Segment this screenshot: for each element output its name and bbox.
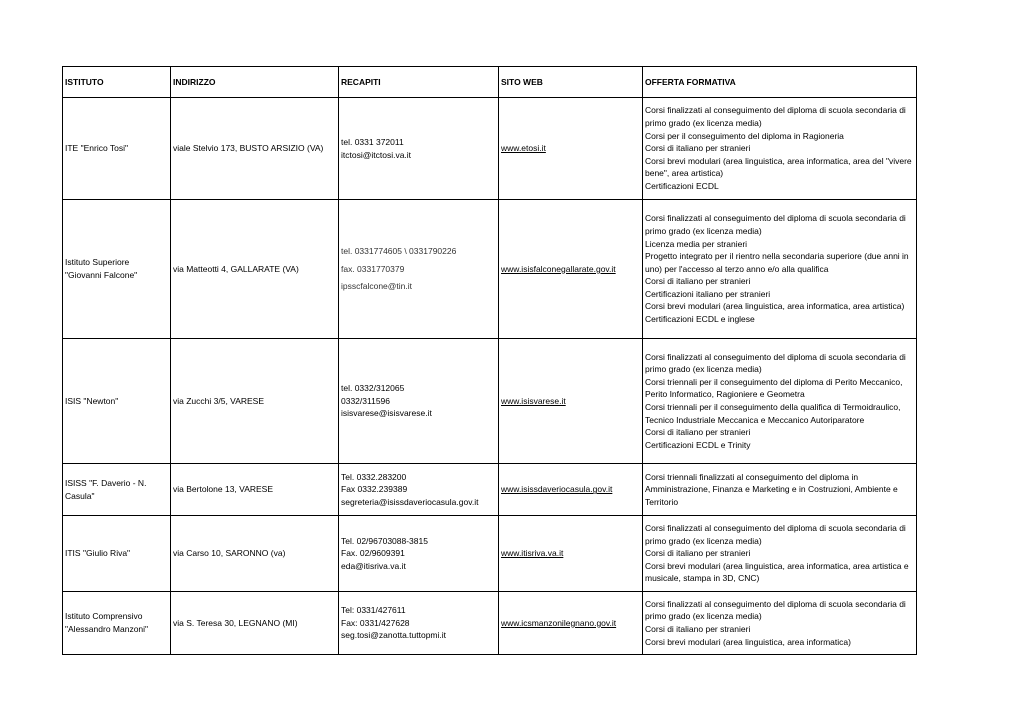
cell-line: ITE "Enrico Tosi"	[65, 143, 129, 154]
cell-istituto	[63, 98, 171, 200]
cell-sito-web	[499, 592, 643, 655]
cell-line: Istituto Superiore	[65, 257, 130, 268]
table-row	[63, 200, 917, 339]
cell-sito-web	[499, 98, 643, 200]
cell-line: Corsi triennali per il conseguimento del diploma di Perito Meccanico, Perito Informatico, Ragioniere e Geometra	[645, 376, 903, 400]
cell-line: isisvarese@isisvarese.it	[341, 408, 432, 419]
header-recapiti: RECAPITI	[339, 67, 499, 98]
cell-sito-web	[499, 516, 643, 592]
cell-line: Corsi di italiano per stranieri	[645, 143, 751, 154]
cell-indirizzo: via Bertolone 13, VARESE	[171, 464, 339, 516]
website-link[interactable]: www.isisvarese.it	[501, 395, 566, 406]
cell-indirizzo: via Zucchi 3/5, VARESE	[171, 339, 339, 464]
cell-line: tel. 0331774605 \ 0331790226	[341, 246, 457, 257]
header-istituto: ISTITUTO	[63, 67, 171, 98]
cell-line: Corsi finalizzati al conseguimento del diploma di scuola secondaria di primo grado (ex licenza media)	[645, 598, 906, 622]
cell-line: fax. 0331770379	[341, 263, 405, 274]
website-link[interactable]: www.itisriva.va.it	[501, 548, 564, 559]
cell-indirizzo: via Matteotti 4, GALLARATE (VA)	[171, 200, 339, 339]
cell-indirizzo: via Carso 10, SARONNO (va)	[171, 516, 339, 592]
website-link[interactable]: www.isisfalconegallarate.gov.it	[501, 263, 616, 274]
cell-line: Tel. 02/96703088-3815	[341, 535, 428, 546]
cell-line: segreteria@isissdaveriocasula.gov.it	[341, 496, 479, 507]
cell-line: "Alessandro Manzoni"	[65, 624, 149, 634]
cell-indirizzo: viale Stelvio 173, BUSTO ARSIZIO (VA)	[171, 98, 339, 200]
cell-line: ipsscfalcone@tin.it	[341, 281, 412, 292]
cell-line: Fax. 02/9609391	[341, 548, 405, 559]
header-offerta-formativa: OFFERTA FORMATIVA	[643, 67, 917, 98]
table-row	[63, 339, 917, 464]
cell-line: tel. 0331 372011	[341, 136, 404, 147]
cell-istituto	[63, 464, 171, 516]
cell-line: Licenza media per stranieri	[645, 238, 748, 249]
cell-line: Corsi di italiano per stranieri	[645, 276, 751, 287]
cell-line: ITIS "Giulio Riva"	[65, 548, 131, 559]
cell-offerta-formativa	[643, 98, 917, 200]
cell-line: Certificazioni ECDL e inglese	[645, 314, 755, 325]
cell-line: Corsi di italiano per stranieri	[645, 624, 751, 634]
cell-istituto	[63, 516, 171, 592]
cell-offerta-formativa	[643, 592, 917, 655]
cell-offerta-formativa	[643, 516, 917, 592]
cell-line: Corsi finalizzati al conseguimento del diploma di scuola secondaria di primo grado (ex licenza media)	[645, 105, 906, 129]
cell-line: Certificazioni italiano per stranieri	[645, 288, 771, 299]
cell-offerta-formativa	[643, 200, 917, 339]
table-row	[63, 592, 917, 655]
cell-line: Corsi brevi modulari (area linguistica, area informatica, area artistica)	[645, 301, 905, 312]
cell-line: ISISS "F. Daverio - N. Casula"	[65, 477, 147, 501]
cell-line: Corsi finalizzati al conseguimento del diploma di scuola secondaria di primo grado (ex licenza media)	[645, 351, 906, 375]
cell-line: itctosi@itctosi.va.it	[341, 149, 412, 160]
table-row	[63, 98, 917, 200]
cell-offerta-formativa	[643, 339, 917, 464]
cell-line: Fax: 0331/427628	[341, 617, 410, 628]
cell-line: Corsi triennali finalizzati al conseguimento del diploma in Amministrazione, Finanza e Marketing e in Costruzioni, Ambiente e Territorio	[645, 471, 898, 507]
website-link[interactable]: www.icsmanzonilegnano.gov.it	[501, 617, 617, 628]
cell-offerta-formativa	[643, 464, 917, 516]
cell-sito-web	[499, 200, 643, 339]
cell-line: Istituto Comprensivo	[65, 611, 143, 622]
cell-recapiti	[339, 339, 499, 464]
cell-line: 0332/311596	[341, 395, 391, 406]
cell-line: Corsi per il conseguimento del diploma in Ragioneria	[645, 130, 844, 141]
cell-line: Tel. 0332.283200	[341, 471, 407, 482]
cell-line: Certificazioni ECDL e Trinity	[645, 439, 751, 450]
cell-line: Progetto integrato per il rientro nella secondaria superiore (due anni in uno) per l'accesso al terzo anno e/o alla qualifica	[645, 251, 909, 274]
website-link[interactable]: www.isissdaveriocasula.gov.it	[501, 484, 613, 495]
table-row	[63, 516, 917, 592]
cell-recapiti	[339, 200, 499, 339]
cell-line: Corsi brevi modulari (area linguistica, area informatica)	[645, 636, 851, 647]
institutes-table	[62, 66, 917, 655]
cell-line: Corsi di italiano per stranieri	[645, 427, 751, 438]
cell-sito-web	[499, 464, 643, 516]
cell-recapiti	[339, 98, 499, 200]
header-indirizzo: INDIRIZZO	[171, 67, 339, 98]
cell-line: Certificazioni ECDL	[645, 180, 719, 191]
cell-istituto	[63, 339, 171, 464]
cell-line: Corsi brevi modulari (area linguistica, area informatica, area del "vivere bene", area artistica)	[645, 155, 912, 179]
cell-sito-web	[499, 339, 643, 464]
table-row	[63, 464, 917, 516]
header-row	[63, 67, 917, 98]
cell-recapiti	[339, 516, 499, 592]
cell-indirizzo: via S. Teresa 30, LEGNANO (MI)	[171, 592, 339, 655]
cell-line: Corsi di italiano per stranieri	[645, 548, 751, 559]
cell-recapiti	[339, 592, 499, 655]
cell-line: eda@itisriva.va.it	[341, 560, 406, 571]
cell-line: tel. 0332/312065	[341, 383, 405, 394]
cell-istituto	[63, 200, 171, 339]
header-sito-web: SITO WEB	[499, 67, 643, 98]
cell-line: Corsi brevi modulari (area linguistica, area informatica, area artistica e musicale, stampa in 3D, CNC)	[645, 560, 909, 584]
cell-recapiti	[339, 464, 499, 516]
cell-line: Corsi finalizzati al conseguimento del diploma di scuola secondaria di primo grado (ex licenza media)	[645, 213, 906, 236]
cell-line: seg.tosi@zanotta.tuttopmi.it	[341, 630, 447, 641]
cell-line: Fax 0332.239389	[341, 484, 408, 495]
cell-line: "Giovanni Falcone"	[65, 270, 138, 280]
cell-istituto	[63, 592, 171, 655]
cell-line: Tel: 0331/427611	[341, 605, 406, 616]
cell-line: Corsi triennali per il conseguimento della qualifica di Termoidraulico, Tecnico Industriale Meccanica e Meccanico Autoriparatore	[645, 402, 901, 425]
website-link[interactable]: www.etosi.it	[501, 143, 546, 154]
cell-line: ISIS "Newton"	[65, 395, 119, 406]
cell-line: Corsi finalizzati al conseguimento del diploma di scuola secondaria di primo grado (ex licenza media)	[645, 523, 906, 546]
